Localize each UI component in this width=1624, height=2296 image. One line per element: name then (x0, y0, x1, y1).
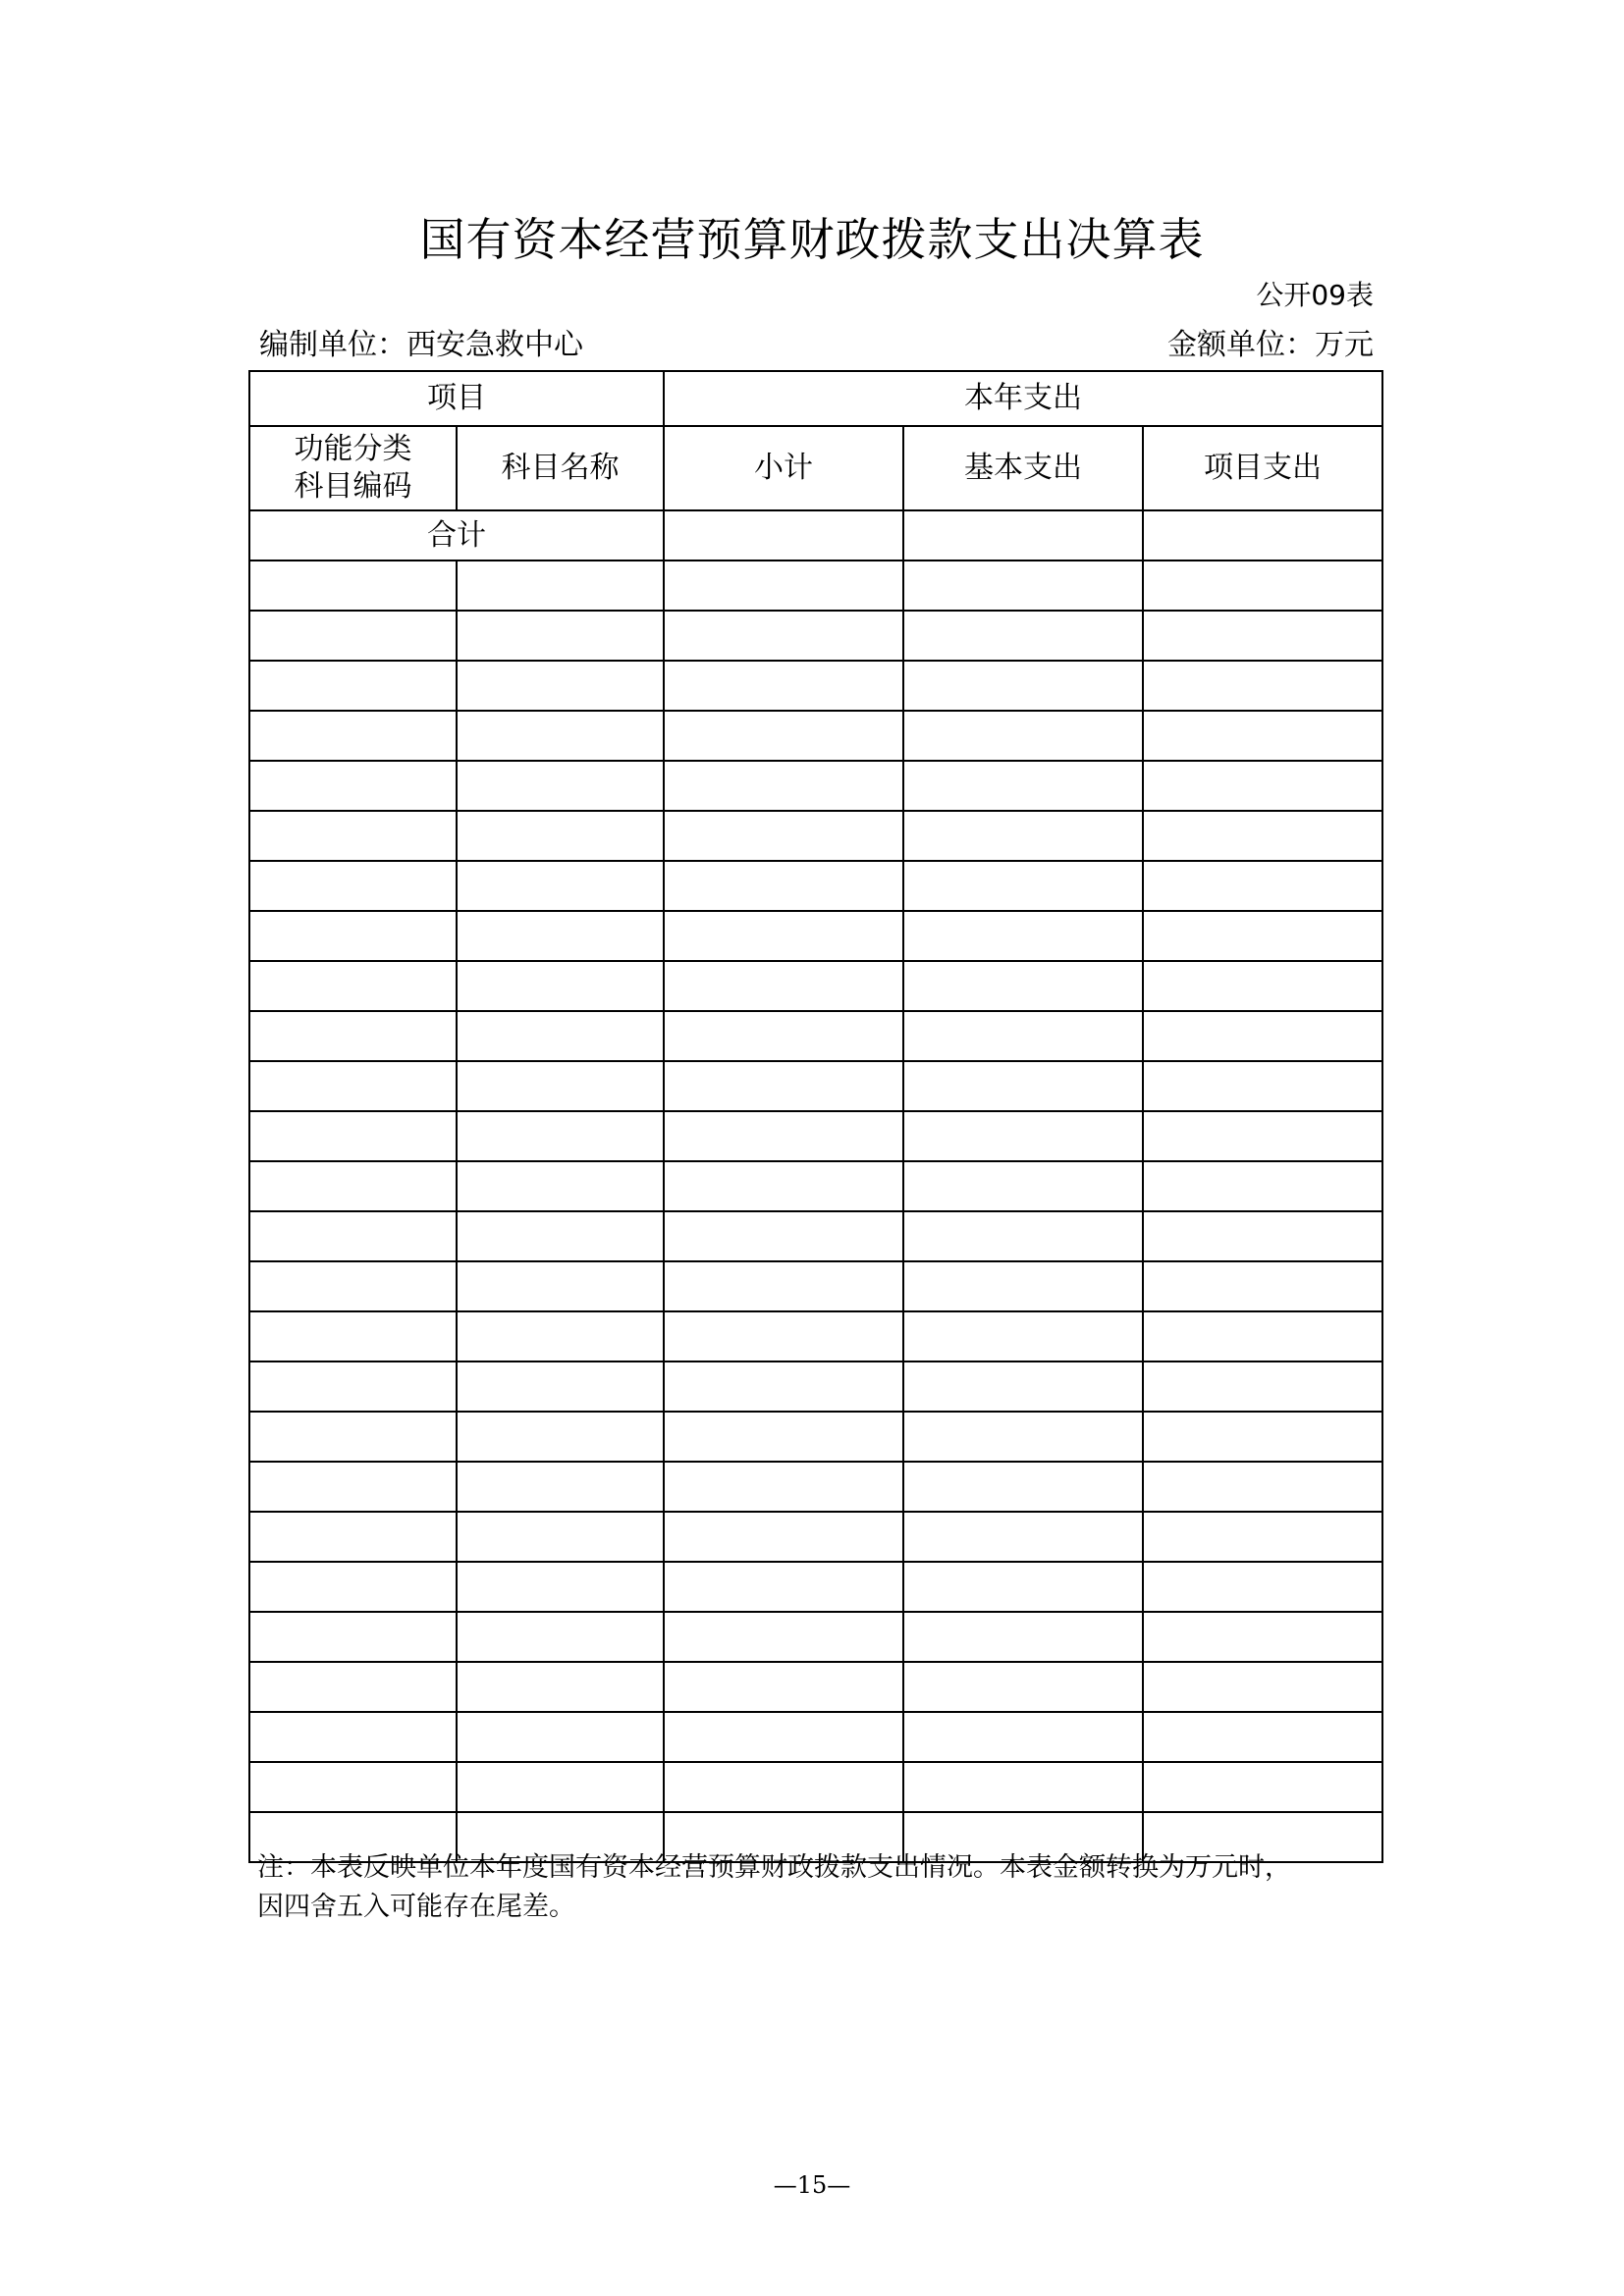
cell-subtotal (664, 661, 903, 711)
cell-subject-name (457, 1011, 664, 1061)
cell-basic-expenditure (903, 761, 1143, 811)
header-function-code-line2: 科目编码 (294, 469, 412, 504)
cell-subtotal (664, 1111, 903, 1161)
cell-basic-expenditure (903, 1161, 1143, 1211)
cell-subtotal (664, 1362, 903, 1412)
cell-basic-expenditure (903, 1612, 1143, 1662)
cell-project-expenditure (1143, 1412, 1382, 1462)
table-note (257, 1848, 1386, 1927)
cell-project-expenditure (1143, 661, 1382, 711)
cell-subject-name (457, 1111, 664, 1161)
cell-function-code (249, 1261, 457, 1311)
table-row (249, 761, 1382, 811)
cell-basic-expenditure (903, 561, 1143, 611)
cell-subtotal (664, 1211, 903, 1261)
cell-basic-expenditure (903, 1362, 1143, 1412)
table-row (249, 561, 1382, 611)
cell-subtotal (664, 1512, 903, 1562)
cell-basic-expenditure (903, 1512, 1143, 1562)
cell-function-code (249, 911, 457, 961)
cell-basic-expenditure (903, 1211, 1143, 1261)
cell-project-expenditure (1143, 1612, 1382, 1662)
cell-function-code (249, 561, 457, 611)
cell-subtotal (664, 861, 903, 911)
table-row (249, 961, 1382, 1011)
cell-project-expenditure (1143, 1712, 1382, 1762)
cell-subtotal (664, 761, 903, 811)
cell-subject-name (457, 1762, 664, 1812)
cell-function-code (249, 861, 457, 911)
cell-subject-name (457, 611, 664, 661)
cell-basic-expenditure (903, 1011, 1143, 1061)
cell-project-expenditure (1143, 911, 1382, 961)
cell-subtotal (664, 1412, 903, 1462)
cell-subject-name (457, 1211, 664, 1261)
cell-function-code (249, 1462, 457, 1512)
cell-function-code (249, 1111, 457, 1161)
cell-function-code (249, 1311, 457, 1362)
cell-basic-expenditure (903, 1061, 1143, 1111)
cell-subject-name (457, 661, 664, 711)
table-row (249, 1311, 1382, 1362)
table-row (249, 711, 1382, 761)
cell-basic-expenditure (903, 1762, 1143, 1812)
cell-basic-expenditure (903, 711, 1143, 761)
cell-basic-expenditure (903, 1712, 1143, 1762)
cell-function-code (249, 711, 457, 761)
table-row (249, 661, 1382, 711)
cell-project-expenditure (1143, 611, 1382, 661)
cell-basic-expenditure (903, 1261, 1143, 1311)
table-row (249, 1261, 1382, 1311)
cell-basic-expenditure (903, 961, 1143, 1011)
cell-project-expenditure (1143, 1362, 1382, 1412)
cell-subject-name (457, 711, 664, 761)
header-subject-name: 科目名称 (457, 426, 664, 510)
cell-subject-name (457, 861, 664, 911)
cell-subject-name (457, 811, 664, 861)
cell-subject-name (457, 561, 664, 611)
cell-function-code (249, 1762, 457, 1812)
cell-subtotal (664, 1261, 903, 1311)
cell-function-code (249, 1712, 457, 1762)
header-current-year-expenditure: 本年支出 (664, 371, 1382, 426)
table-row (249, 911, 1382, 961)
cell-project-expenditure (1143, 811, 1382, 861)
table-row (249, 1712, 1382, 1762)
cell-project-expenditure (1143, 1261, 1382, 1311)
expenditure-table (248, 370, 1383, 1863)
cell-project-expenditure (1143, 1211, 1382, 1261)
table-row (249, 1362, 1382, 1412)
cell-subtotal (664, 1662, 903, 1712)
cell-project-expenditure (1143, 1662, 1382, 1712)
note-line-2: 因四舍五入可能存在尾差。 (257, 1892, 575, 1922)
cell-subject-name (457, 1512, 664, 1562)
cell-subject-name (457, 1712, 664, 1762)
total-project-expenditure (1143, 510, 1382, 561)
cell-function-code (249, 661, 457, 711)
header-project-expenditure: 项目支出 (1143, 426, 1382, 510)
cell-subtotal (664, 961, 903, 1011)
cell-project-expenditure (1143, 711, 1382, 761)
cell-basic-expenditure (903, 661, 1143, 711)
cell-function-code (249, 1612, 457, 1662)
cell-function-code (249, 1011, 457, 1061)
cell-subject-name (457, 1412, 664, 1462)
table-row (249, 1111, 1382, 1161)
header-function-code (249, 426, 457, 510)
cell-subtotal (664, 1061, 903, 1111)
cell-function-code (249, 961, 457, 1011)
cell-subject-name (457, 1311, 664, 1362)
cell-project-expenditure (1143, 561, 1382, 611)
cell-function-code (249, 1662, 457, 1712)
cell-basic-expenditure (903, 1662, 1143, 1712)
table-row (249, 1061, 1382, 1111)
cell-project-expenditure (1143, 1562, 1382, 1612)
cell-subject-name (457, 1161, 664, 1211)
cell-function-code (249, 811, 457, 861)
cell-project-expenditure (1143, 961, 1382, 1011)
table-row (249, 611, 1382, 661)
table-row (249, 1412, 1382, 1462)
page-title: 国有资本经营预算财政拨款支出决算表 (419, 213, 1205, 266)
header-row-2 (249, 426, 1382, 510)
cell-subject-name (457, 1261, 664, 1311)
cell-subtotal (664, 811, 903, 861)
table-row (249, 1011, 1382, 1061)
cell-subject-name (457, 961, 664, 1011)
table-row (249, 1211, 1382, 1261)
cell-project-expenditure (1143, 1311, 1382, 1362)
cell-subject-name (457, 1612, 664, 1662)
cell-basic-expenditure (903, 611, 1143, 661)
table-row (249, 861, 1382, 911)
cell-function-code (249, 1512, 457, 1562)
cell-subject-name (457, 911, 664, 961)
page-number: —15— (773, 2171, 851, 2199)
total-row (249, 510, 1382, 561)
cell-subtotal (664, 561, 903, 611)
table-row (249, 1462, 1382, 1512)
header-row-1 (249, 371, 1382, 426)
cell-subtotal (664, 1161, 903, 1211)
cell-subtotal (664, 1762, 903, 1812)
header-subtotal: 小计 (664, 426, 903, 510)
cell-basic-expenditure (903, 861, 1143, 911)
compiling-unit: 编制单位：西安急救中心 (259, 328, 583, 362)
table-row (249, 1662, 1382, 1712)
cell-basic-expenditure (903, 1412, 1143, 1462)
cell-function-code (249, 1161, 457, 1211)
total-basic-expenditure (903, 510, 1143, 561)
cell-basic-expenditure (903, 1311, 1143, 1362)
cell-function-code (249, 1562, 457, 1612)
cell-subject-name (457, 1362, 664, 1412)
table-row (249, 811, 1382, 861)
cell-project-expenditure (1143, 1111, 1382, 1161)
cell-basic-expenditure (903, 1462, 1143, 1512)
cell-subtotal (664, 1712, 903, 1762)
cell-subtotal (664, 1562, 903, 1612)
total-label: 合计 (249, 510, 664, 561)
cell-project-expenditure (1143, 1011, 1382, 1061)
cell-subtotal (664, 1612, 903, 1662)
cell-subtotal (664, 711, 903, 761)
cell-project-expenditure (1143, 1512, 1382, 1562)
header-basic-expenditure: 基本支出 (903, 426, 1143, 510)
cell-subtotal (664, 1462, 903, 1512)
table-row (249, 1512, 1382, 1562)
cell-function-code (249, 1362, 457, 1412)
cell-function-code (249, 1061, 457, 1111)
cell-subtotal (664, 911, 903, 961)
note-line-1: 注：本表反映单位本年度国有资本经营预算财政拨款支出情况。本表金额转换为万元时， (257, 1852, 1291, 1883)
cell-project-expenditure (1143, 861, 1382, 911)
cell-subject-name (457, 1662, 664, 1712)
total-subtotal (664, 510, 903, 561)
cell-subtotal (664, 1011, 903, 1061)
table-row (249, 1161, 1382, 1211)
amount-unit: 金额单位：万元 (1167, 328, 1374, 362)
cell-project-expenditure (1143, 1462, 1382, 1512)
cell-function-code (249, 761, 457, 811)
cell-basic-expenditure (903, 1111, 1143, 1161)
cell-basic-expenditure (903, 811, 1143, 861)
cell-basic-expenditure (903, 911, 1143, 961)
table-row (249, 1562, 1382, 1612)
form-code: 公开09表 (1256, 279, 1374, 311)
cell-subtotal (664, 1311, 903, 1362)
header-item: 项目 (249, 371, 664, 426)
cell-basic-expenditure (903, 1562, 1143, 1612)
cell-function-code (249, 1211, 457, 1261)
cell-subtotal (664, 611, 903, 661)
cell-subject-name (457, 761, 664, 811)
cell-subject-name (457, 1462, 664, 1512)
cell-function-code (249, 611, 457, 661)
cell-function-code (249, 1412, 457, 1462)
header-function-code-line1: 功能分类 (294, 432, 412, 466)
cell-subject-name (457, 1061, 664, 1111)
table-row (249, 1612, 1382, 1662)
table-row (249, 1762, 1382, 1812)
cell-project-expenditure (1143, 1061, 1382, 1111)
cell-project-expenditure (1143, 1762, 1382, 1812)
cell-project-expenditure (1143, 761, 1382, 811)
cell-project-expenditure (1143, 1161, 1382, 1211)
cell-subject-name (457, 1562, 664, 1612)
